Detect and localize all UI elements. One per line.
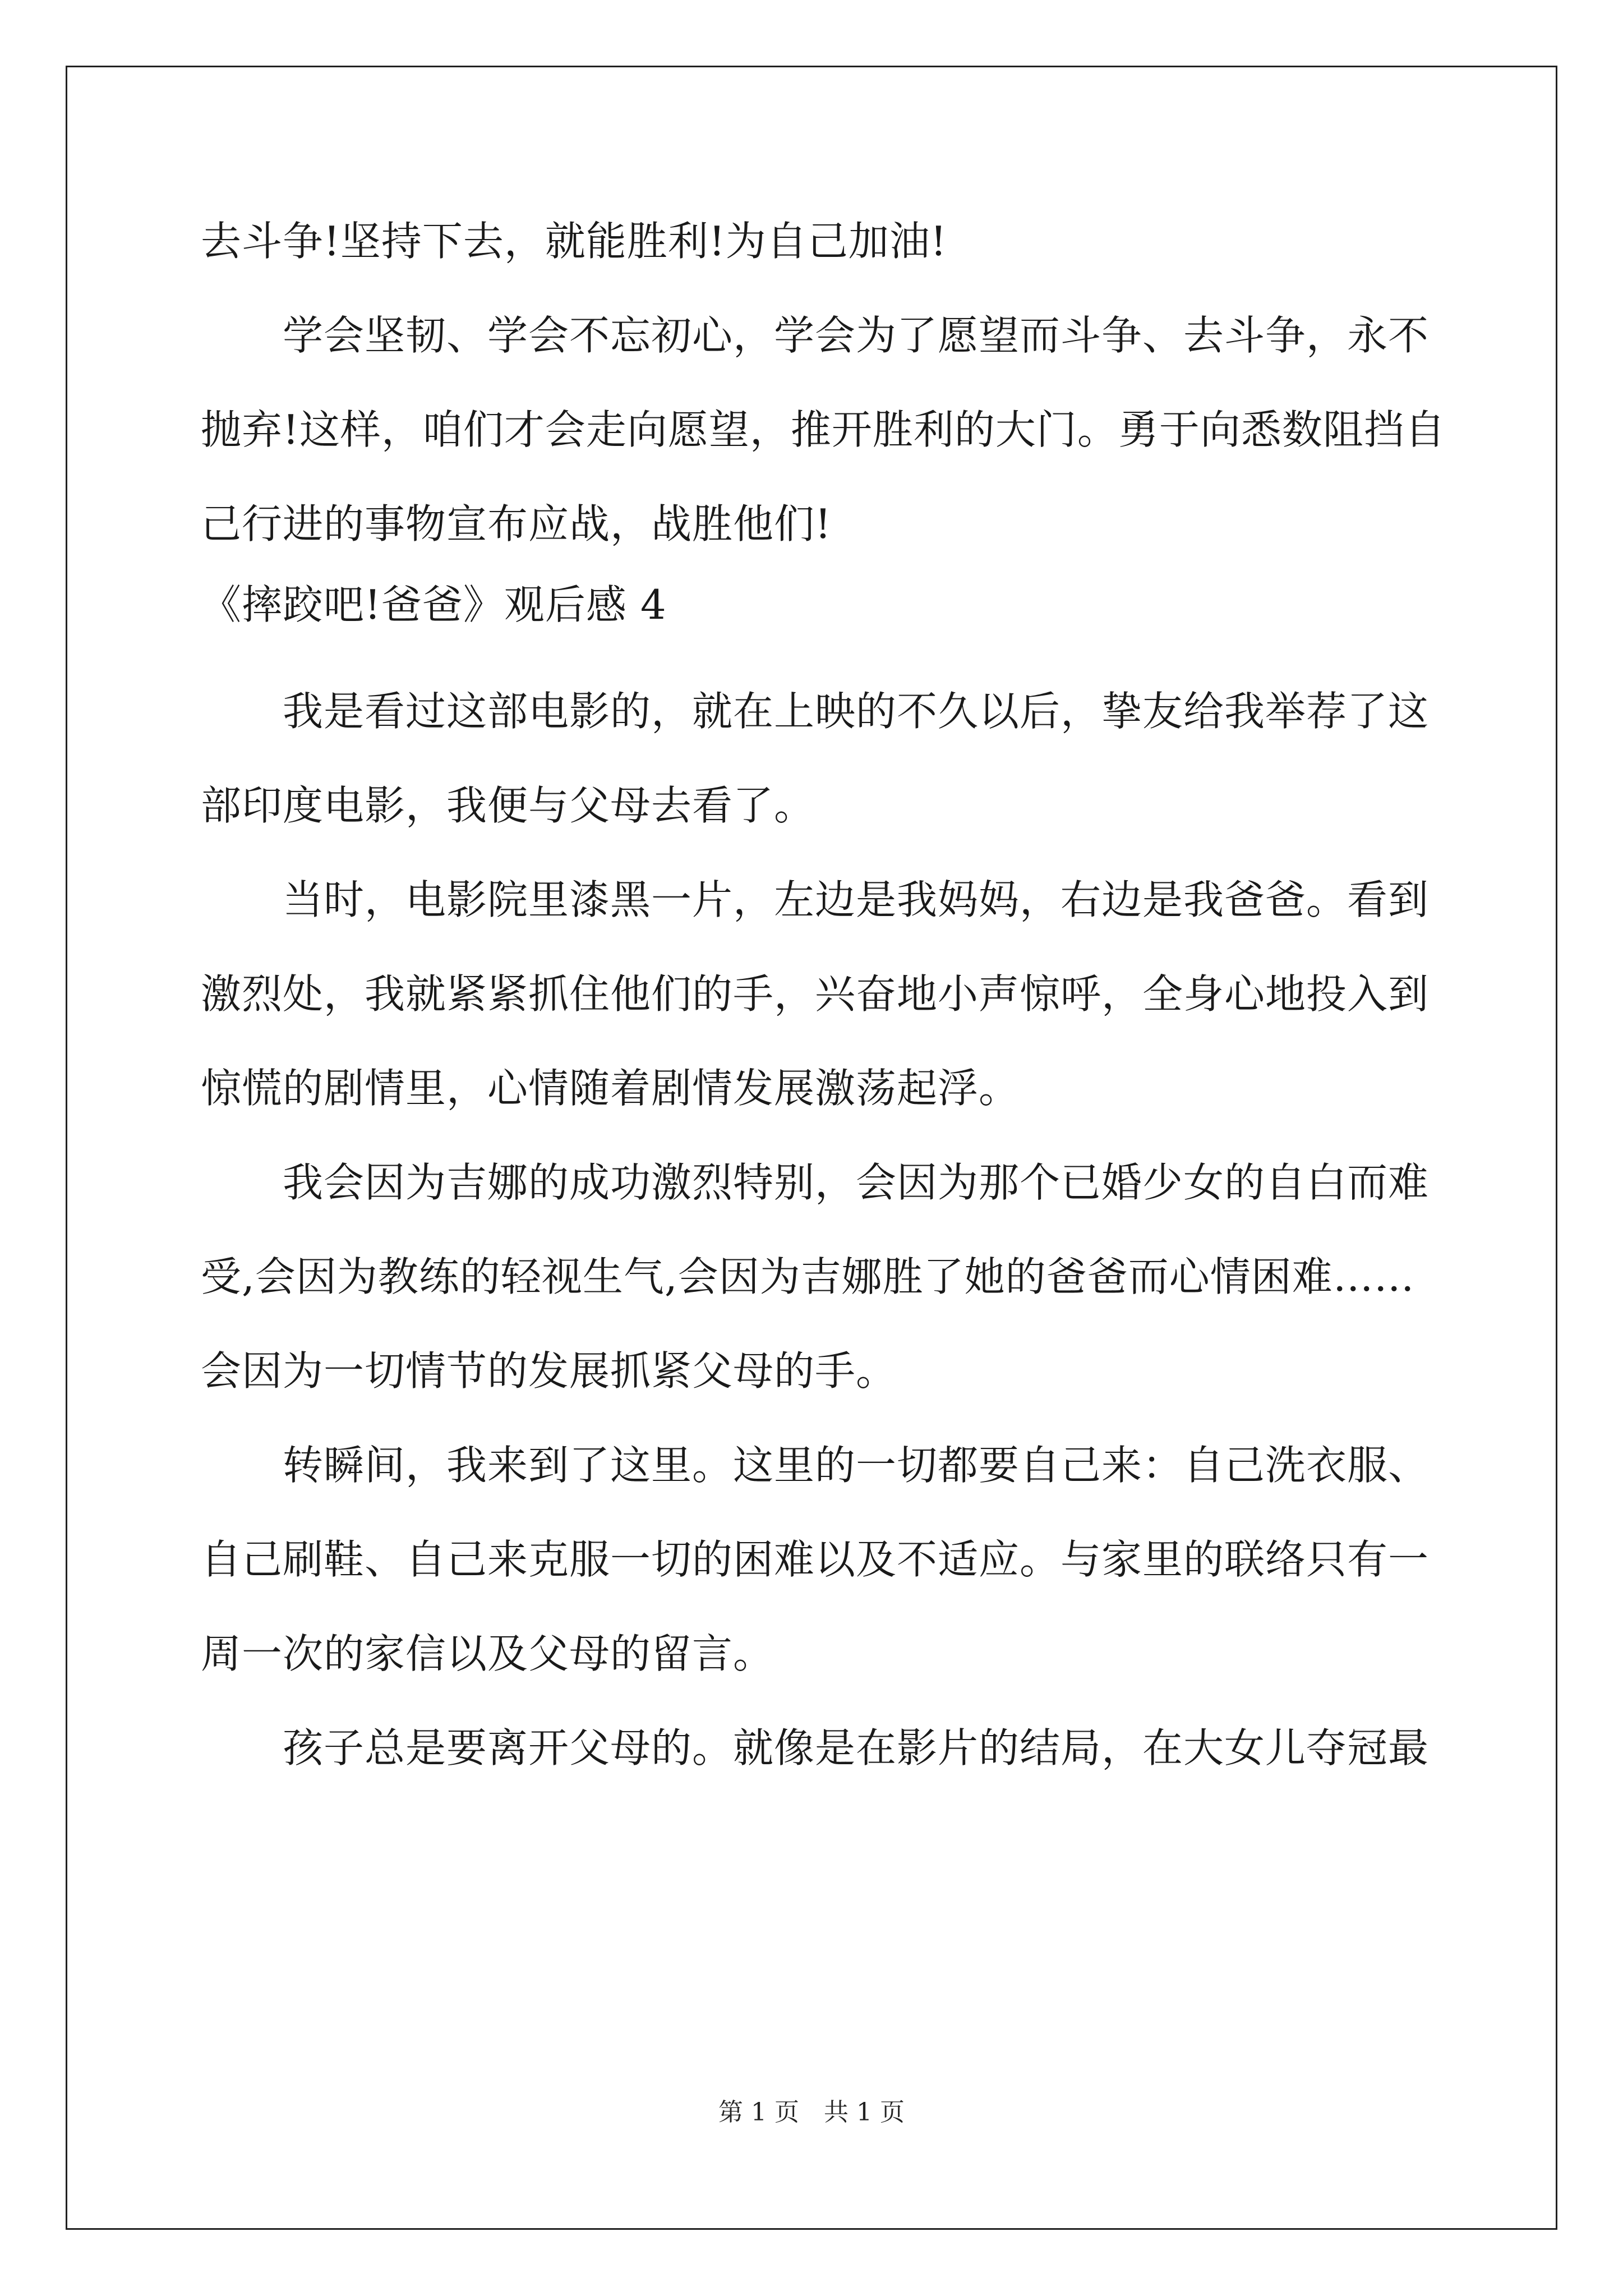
- text-line: 激烈处，我就紧紧抓住他们的手，兴奋地小声惊呼，全身心地投入到: [201, 970, 1430, 1018]
- text-line: 己行进的事物宣布应战，战胜他们!: [201, 500, 832, 547]
- text-line: 自己刷鞋、自己来克服一切的困难以及不适应。与家里的联络只有一: [201, 1536, 1430, 1583]
- paragraph-first-line: 我会因为吉娜的成功激烈特别，会因为那个已婚少女的自白而难: [283, 1159, 1430, 1206]
- text-line: 受,会因为教练的轻视生气,会因为吉娜胜了她的爸爸而心情困难……: [201, 1253, 1415, 1300]
- text-line: 惊慌的剧情里，心情随着剧情发展激荡起浮。: [201, 1065, 1020, 1112]
- paragraph-first-line: 孩子总是要离开父母的。就像是在影片的结局，在大女儿夺冠最: [283, 1724, 1430, 1772]
- text-line: 周一次的家信以及父母的留言。: [201, 1630, 774, 1677]
- text-line: 抛弃!这样，咱们才会走向愿望，推开胜利的大门。勇于向悉数阻挡自: [201, 406, 1446, 453]
- paragraph-first-line: 我是看过这部电影的，就在上映的不久以后，挚友给我举荐了这: [283, 688, 1430, 735]
- page-footer: 第 1 页 共 1 页: [718, 2098, 905, 2127]
- text-line: 部印度电影，我便与父母去看了。: [201, 782, 815, 829]
- section-heading: 《摔跤吧!爸爸》观后感 4: [201, 581, 667, 628]
- paragraph-first-line: 转瞬间，我来到了这里。这里的一切都要自己来：自己洗衣服、: [283, 1442, 1430, 1489]
- paragraph-first-line: 学会坚韧、学会不忘初心，学会为了愿望而斗争、去斗争，永不: [283, 312, 1430, 359]
- paragraph-first-line: 当时，电影院里漆黑一片，左边是我妈妈，右边是我爸爸。看到: [283, 876, 1430, 923]
- document-body: [201, 216, 1446, 1773]
- text-line: 会因为一切情节的发展抓紧父母的手。: [201, 1347, 897, 1395]
- text-line: 去斗争!坚持下去，就能胜利!为自己加油!: [201, 218, 947, 265]
